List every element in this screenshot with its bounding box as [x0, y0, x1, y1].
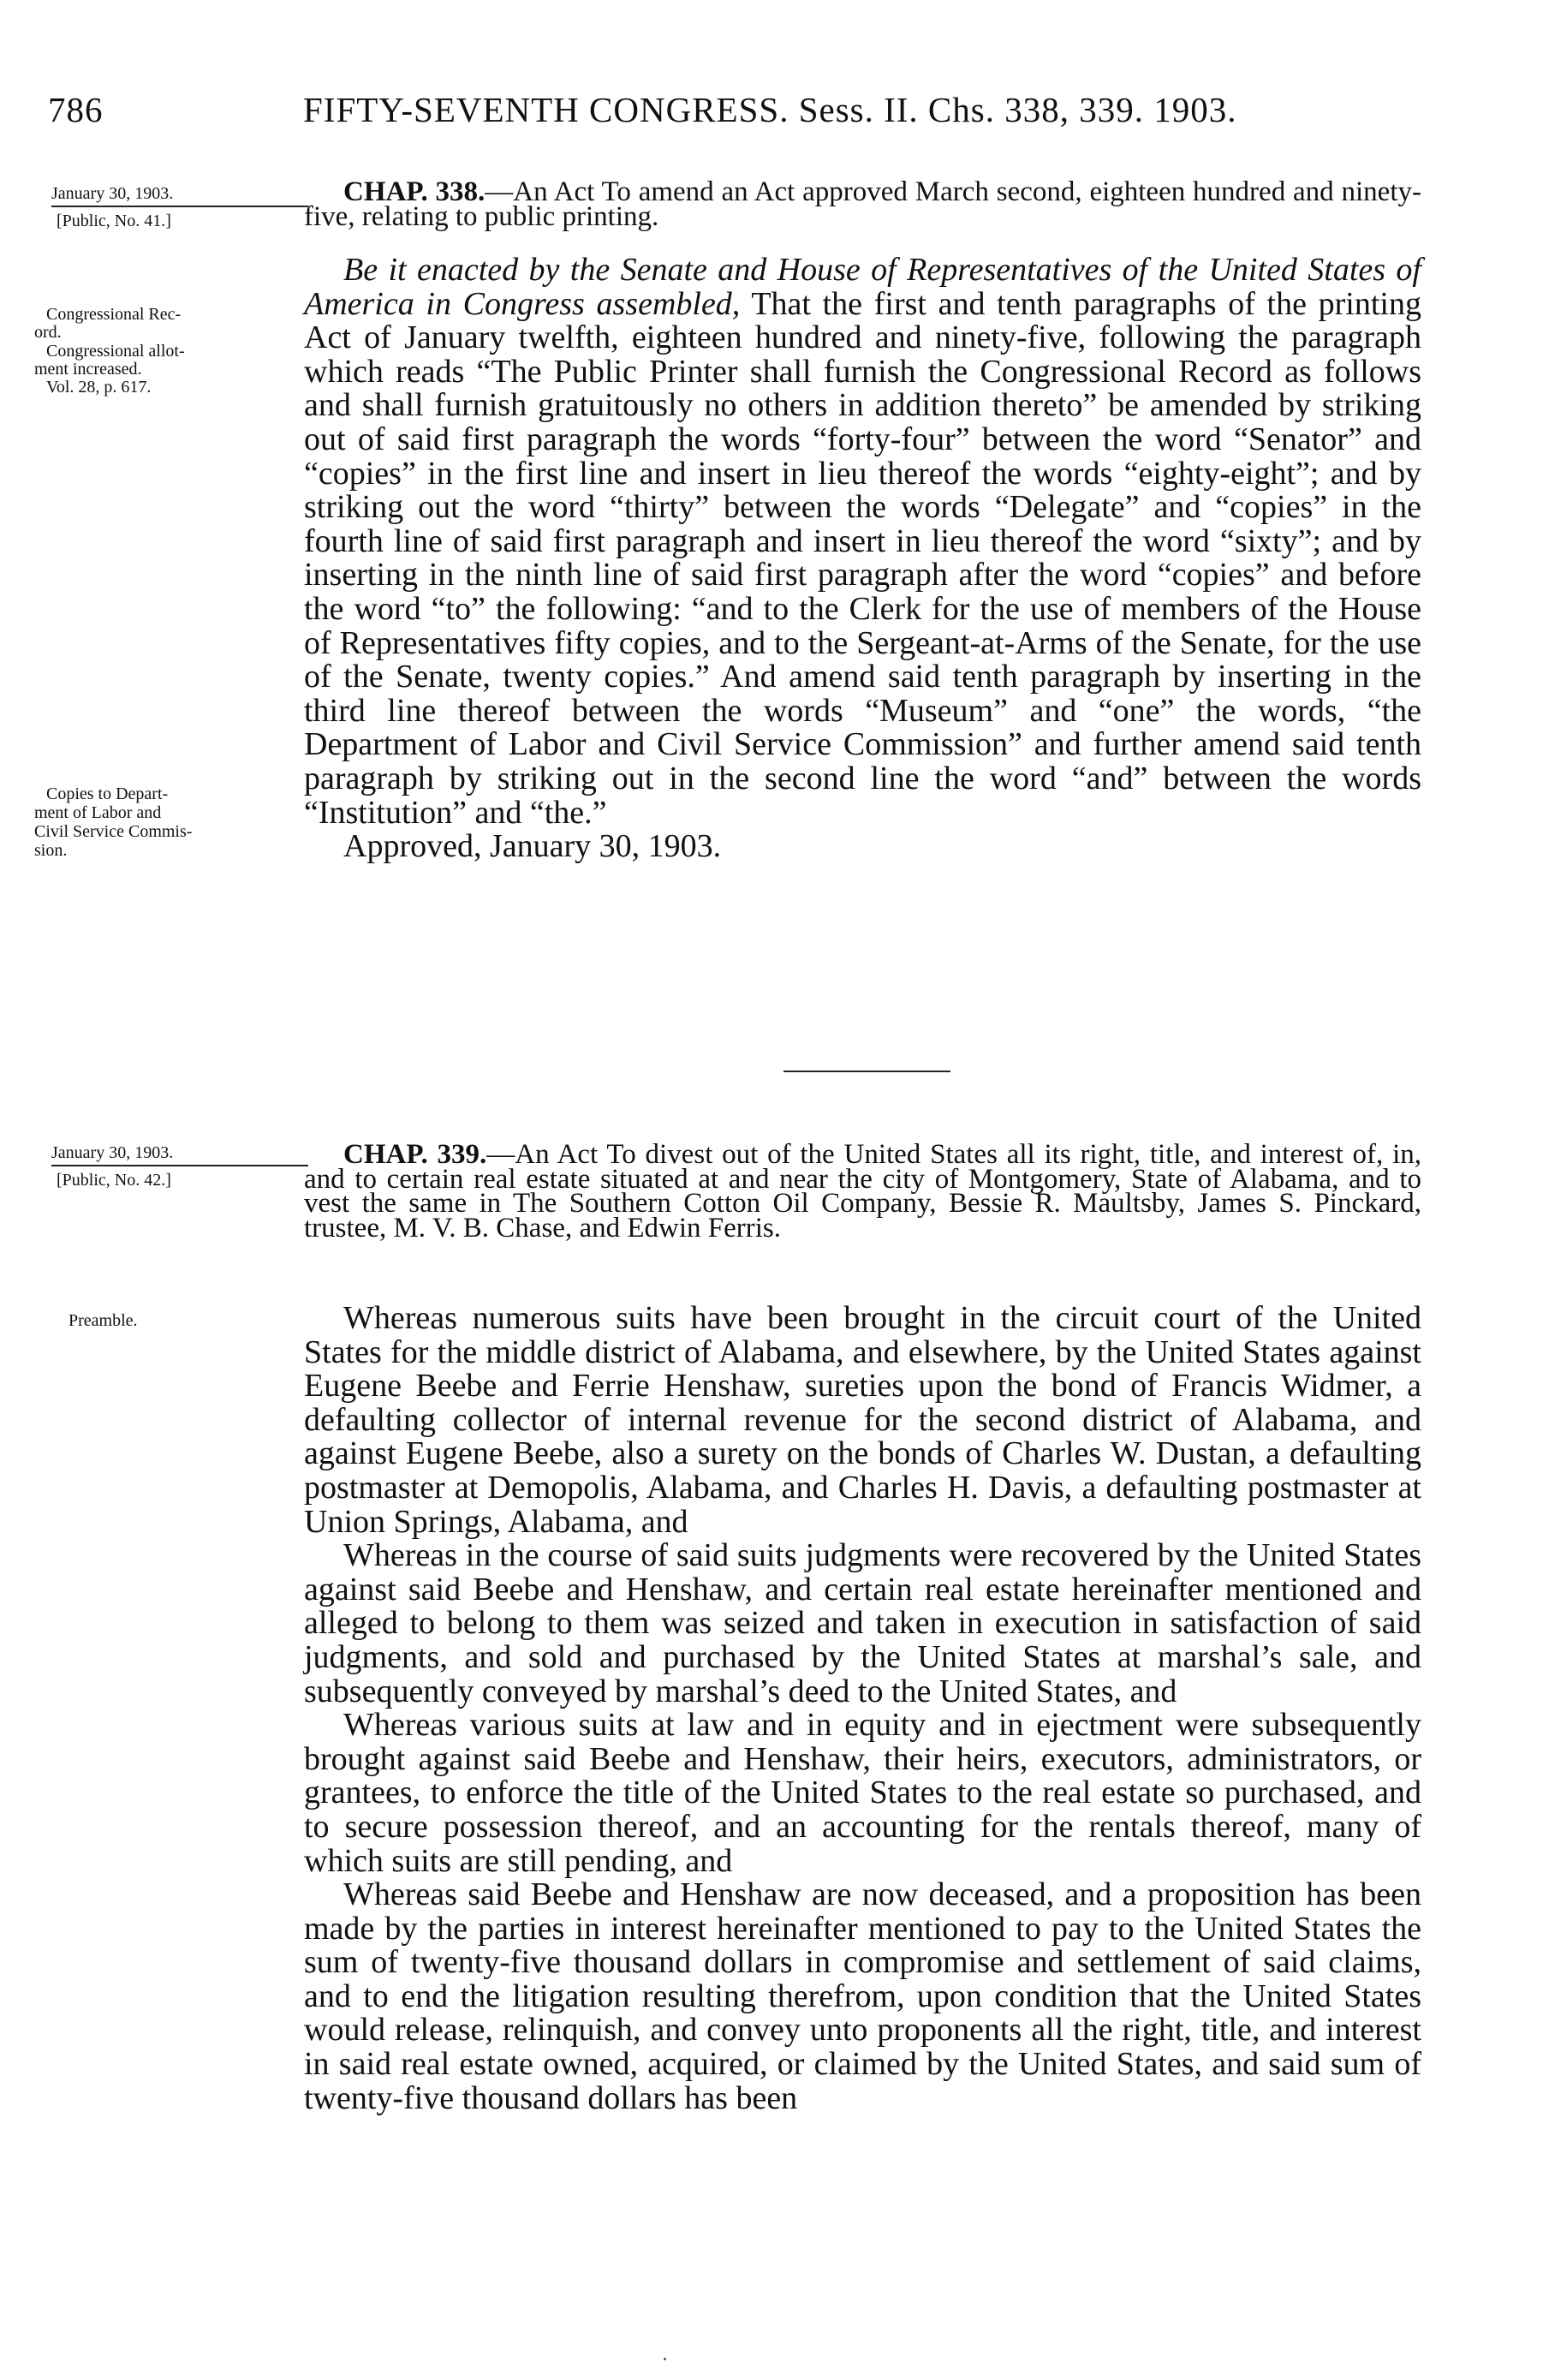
chap338-text: That the first and tenth paragraphs of the printing Act of January twelfth, eighteen hundred and ninety-five, following the paragraph which reads “The Public Printer shall furnish the Congressional Record as follows and shall furnish gratuitously no others in addition thereto” be amended by striking out of said first paragraph the words “forty-four” between the word “Senator” and “copies” in the first line and insert in lieu thereof the words “eighty-eight”; and by striking out the word “thirty” between the words “Delegate” and “copies” in the fourth line of said first paragraph and insert in lieu thereof the word “sixty”; and by inserting in the ninth line of said first paragraph after the word “copies” and before the word “to” the following: “and to the Clerk for the use of members of the House of Representatives fifty copies, and to the Sergeant-at-Arms of the Senate, for the use of the Senate, twenty copies.” And amend said tenth paragraph by inserting in the third line thereof between the words “Museum” and “one” the words, “the Department of Labor and Civil Service Commission” and further amend said tenth paragraph by striking out in the second line the word “and” between the words “Institution” and “the.”	[304, 285, 1421, 831]
chap338-title: —An Act To amend an Act approved March second, eighteen hundred and ninety-five, relating to public printing.	[304, 176, 1421, 232]
chap339-title: —An Act To divest out of the United States all its right, title, and interest of, in, and to certain real estate situated at and near the city of Montgomery, State of Alabama, and to vest the same in The Southern Cotton Oil Company, Bessie R. Maultsby, James S. Pinckard, trustee, M. V. B. Chase, and Edwin Ferris.	[304, 1139, 1421, 1244]
chap339-margin-date: January 30, 1903.	[51, 1143, 174, 1162]
margin-note-line: Vol. 28, p. 617.	[46, 378, 152, 397]
enacting-clause: Be it enacted by the Senate and House of Representatives of the United States of America in Congress assembled,	[304, 252, 1421, 322]
margin-note-line: ment increased.	[34, 360, 142, 379]
chap338-heading	[304, 176, 1421, 232]
chapter-separator	[783, 1071, 950, 1072]
chap339-margin-public: [Public, No. 42.]	[57, 1171, 171, 1190]
margin-note-line: ment of Labor and	[34, 803, 162, 822]
margin-rule	[51, 206, 308, 207]
chap338-margin-public: [Public, No. 41.]	[57, 212, 171, 230]
chap339-margin	[34, 1139, 291, 1345]
chap339-heading	[304, 1139, 1421, 1244]
margin-note-line: sion.	[34, 841, 68, 860]
preamble-note: Preamble.	[69, 1311, 138, 1330]
running-header	[48, 89, 1418, 140]
whereas-clause: Whereas numerous suits have been brought in the circuit court of the United States for the middle district of Alabama, and elsewhere, by the United States against Eugene Beebe and Ferrie Henshaw, sureties upon the bond of Francis Widmer, a defaulting collector of internal revenue for the second district of Alabama, and against Eugene Beebe, also a surety on the bonds of Charles W. Dustan, a defaulting postmaster at Demopolis, Alabama, and Charles H. Davis, a defaulting postmaster at Union Springs, Alabama, and	[304, 1300, 1421, 1540]
margin-rule	[51, 1165, 308, 1166]
margin-note-line: Congressional allot-	[46, 342, 185, 361]
chap339-preamble	[304, 1302, 1421, 2115]
chap338-approved: Approved, January 30, 1903.	[343, 828, 722, 865]
chap338-margin	[34, 180, 291, 1036]
chap338-margin-date: January 30, 1903.	[51, 184, 174, 203]
margin-note-line: Congressional Rec-	[46, 305, 182, 324]
decorative-dot	[664, 2358, 666, 2360]
margin-note-line: ord.	[34, 323, 62, 342]
chap338-label: CHAP. 338.	[343, 176, 486, 207]
chap338-body	[304, 254, 1421, 864]
margin-note-line: Copies to Depart-	[46, 784, 169, 803]
whereas-clause: Whereas in the course of said suits judgments were recovered by the United States against said Beebe and Henshaw, and certain real estate hereinafter mentioned and alleged to belong to them was seized and taken in execution in satisfaction of said judgments, and sold and purchased by the United States at marshal’s sale, and subsequently conveyed by marshal’s deed to the United States, and	[304, 1537, 1421, 1709]
page-number: 786	[48, 90, 104, 129]
whereas-clause: Whereas said Beebe and Henshaw are now deceased, and a proposition has been made by the parties in interest hereinafter mentioned to pay to the United States the sum of twenty-five thousand dollars in compromise and settlement of said claims, and to end the litigation resulting therefrom, upon condition that the United States would release, relinquish, and convey unto proponents all the right, title, and interest in said real estate owned, acquired, or claimed by the United States, and said sum of twenty-five thousand dollars has been	[304, 1876, 1421, 2116]
chap339-label: CHAP. 339.	[343, 1139, 487, 1170]
whereas-clause: Whereas various suits at law and in equity and in ejectment were subsequently brought against said Beebe and Henshaw, their heirs, executors, administrators, or grantees, to enforce the title of the United States to the real estate so purchased, and to secure possession thereof, and an accounting for the rentals thereof, many of which suits are still pending, and	[304, 1707, 1421, 1879]
margin-note-line: Civil Service Commis-	[34, 822, 193, 841]
running-title: FIFTY-SEVENTH CONGRESS. Sess. II. Chs. 338, 339. 1903.	[303, 90, 1237, 129]
